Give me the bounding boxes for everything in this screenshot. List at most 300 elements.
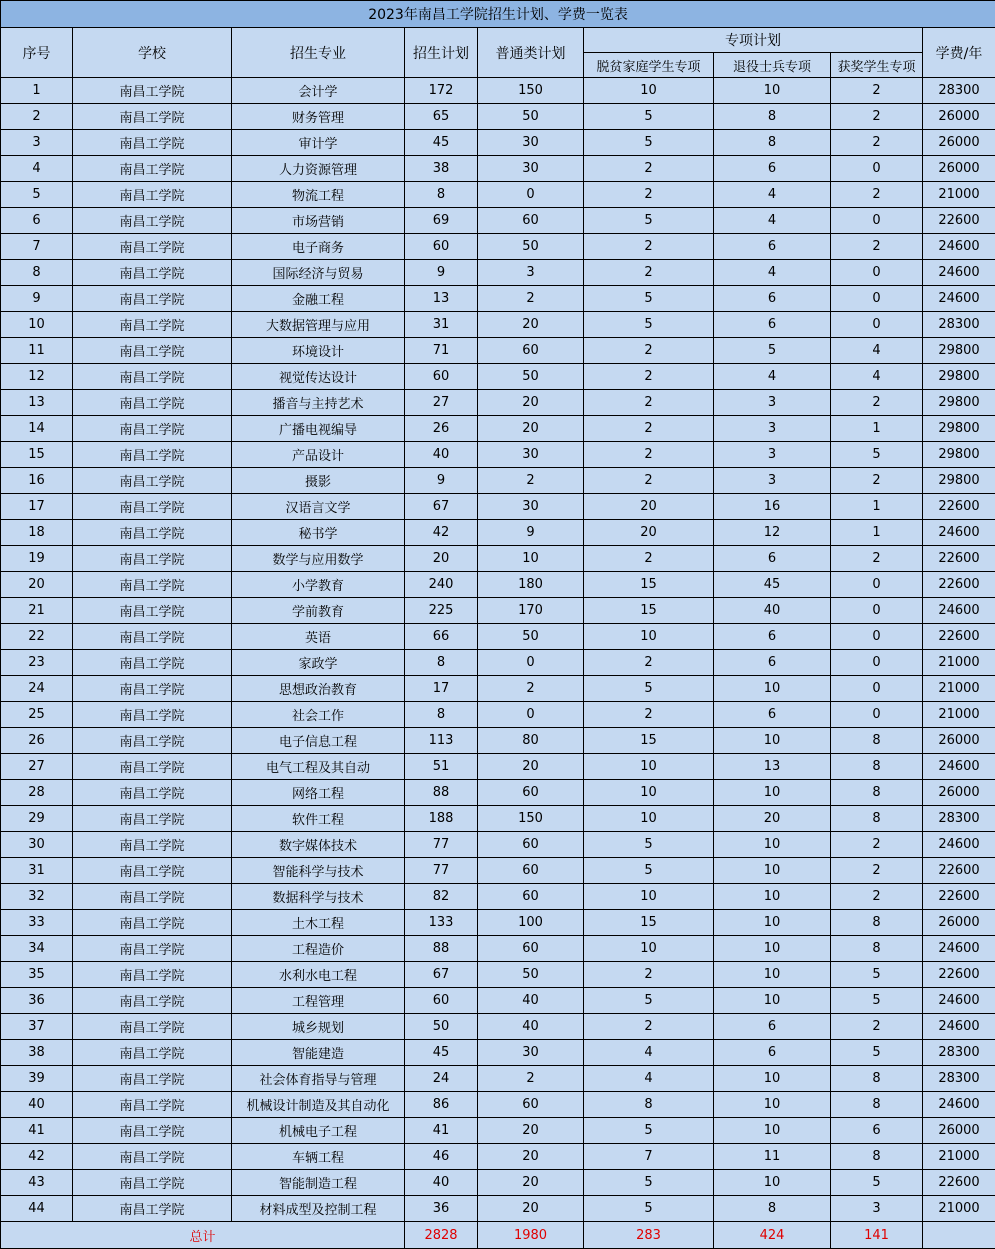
table-row — [1, 312, 995, 338]
cell-tuition: 29800 — [923, 468, 995, 494]
cell-plan: 67 — [405, 494, 478, 520]
cell-award: 1 — [831, 494, 923, 520]
cell-general: 60 — [478, 1092, 584, 1118]
cell-general: 150 — [478, 78, 584, 104]
cell-veteran: 10 — [714, 780, 831, 806]
table-row — [1, 962, 995, 988]
cell-veteran: 6 — [714, 1040, 831, 1066]
cell-school: 南昌工学院 — [73, 468, 232, 494]
cell-index: 10 — [1, 312, 73, 338]
cell-plan: 45 — [405, 130, 478, 156]
cell-award: 1 — [831, 416, 923, 442]
cell-poverty: 5 — [584, 832, 714, 858]
cell-award: 0 — [831, 702, 923, 728]
cell-major: 小学教育 — [232, 572, 405, 598]
cell-major: 数学与应用数学 — [232, 546, 405, 572]
cell-poverty: 5 — [584, 676, 714, 702]
cell-award: 2 — [831, 468, 923, 494]
cell-poverty: 5 — [584, 130, 714, 156]
cell-plan: 50 — [405, 1014, 478, 1040]
cell-veteran: 10 — [714, 1066, 831, 1092]
cell-award: 0 — [831, 650, 923, 676]
cell-poverty: 2 — [584, 468, 714, 494]
cell-veteran: 10 — [714, 832, 831, 858]
header-general: 普通类计划 — [478, 28, 584, 78]
table-row — [1, 182, 995, 208]
cell-tuition: 24600 — [923, 1092, 995, 1118]
cell-index: 1 — [1, 78, 73, 104]
cell-school: 南昌工学院 — [73, 182, 232, 208]
cell-school: 南昌工学院 — [73, 520, 232, 546]
cell-school: 南昌工学院 — [73, 104, 232, 130]
cell-general: 9 — [478, 520, 584, 546]
cell-veteran: 6 — [714, 234, 831, 260]
cell-poverty: 10 — [584, 936, 714, 962]
cell-veteran: 10 — [714, 1118, 831, 1144]
cell-school: 南昌工学院 — [73, 858, 232, 884]
cell-general: 60 — [478, 884, 584, 910]
table-row — [1, 728, 995, 754]
cell-plan: 77 — [405, 858, 478, 884]
cell-veteran: 10 — [714, 962, 831, 988]
table-row — [1, 338, 995, 364]
cell-tuition: 28300 — [923, 312, 995, 338]
cell-school: 南昌工学院 — [73, 832, 232, 858]
cell-index: 19 — [1, 546, 73, 572]
cell-poverty: 20 — [584, 494, 714, 520]
cell-general: 20 — [478, 1170, 584, 1196]
cell-veteran: 6 — [714, 702, 831, 728]
cell-index: 39 — [1, 1066, 73, 1092]
cell-major: 摄影 — [232, 468, 405, 494]
cell-major: 工程管理 — [232, 988, 405, 1014]
table-row — [1, 858, 995, 884]
cell-index: 34 — [1, 936, 73, 962]
cell-veteran: 3 — [714, 442, 831, 468]
cell-school: 南昌工学院 — [73, 884, 232, 910]
cell-plan: 88 — [405, 780, 478, 806]
cell-index: 7 — [1, 234, 73, 260]
cell-major: 金融工程 — [232, 286, 405, 312]
table-row — [1, 598, 995, 624]
cell-tuition: 21000 — [923, 650, 995, 676]
table-row — [1, 130, 995, 156]
cell-veteran: 10 — [714, 858, 831, 884]
cell-major: 车辆工程 — [232, 1144, 405, 1170]
table-row — [1, 572, 995, 598]
cell-plan: 71 — [405, 338, 478, 364]
cell-index: 3 — [1, 130, 73, 156]
cell-tuition: 24600 — [923, 988, 995, 1014]
cell-school: 南昌工学院 — [73, 156, 232, 182]
cell-general: 60 — [478, 208, 584, 234]
cell-major: 网络工程 — [232, 780, 405, 806]
cell-poverty: 10 — [584, 754, 714, 780]
cell-veteran: 4 — [714, 182, 831, 208]
cell-veteran: 3 — [714, 468, 831, 494]
cell-award: 8 — [831, 936, 923, 962]
table-row — [1, 832, 995, 858]
table-row — [1, 390, 995, 416]
total-poverty: 283 — [584, 1222, 714, 1249]
cell-school: 南昌工学院 — [73, 728, 232, 754]
cell-tuition: 24600 — [923, 754, 995, 780]
header-major: 招生专业 — [232, 28, 405, 78]
cell-veteran: 8 — [714, 130, 831, 156]
cell-plan: 41 — [405, 1118, 478, 1144]
table-row — [1, 988, 995, 1014]
cell-poverty: 2 — [584, 442, 714, 468]
cell-tuition: 26000 — [923, 910, 995, 936]
cell-tuition: 24600 — [923, 234, 995, 260]
cell-major: 土木工程 — [232, 910, 405, 936]
cell-school: 南昌工学院 — [73, 1014, 232, 1040]
cell-tuition: 24600 — [923, 1014, 995, 1040]
cell-plan: 113 — [405, 728, 478, 754]
cell-veteran: 8 — [714, 1196, 831, 1222]
cell-tuition: 21000 — [923, 1196, 995, 1222]
table-row — [1, 1040, 995, 1066]
cell-school: 南昌工学院 — [73, 1144, 232, 1170]
cell-plan: 27 — [405, 390, 478, 416]
cell-major: 国际经济与贸易 — [232, 260, 405, 286]
cell-award: 2 — [831, 1014, 923, 1040]
cell-award: 0 — [831, 624, 923, 650]
cell-major: 财务管理 — [232, 104, 405, 130]
cell-index: 31 — [1, 858, 73, 884]
cell-general: 0 — [478, 650, 584, 676]
cell-tuition: 28300 — [923, 1040, 995, 1066]
cell-tuition: 22600 — [923, 494, 995, 520]
cell-index: 12 — [1, 364, 73, 390]
cell-plan: 13 — [405, 286, 478, 312]
cell-plan: 8 — [405, 650, 478, 676]
cell-major: 审计学 — [232, 130, 405, 156]
cell-general: 0 — [478, 182, 584, 208]
cell-school: 南昌工学院 — [73, 312, 232, 338]
cell-index: 28 — [1, 780, 73, 806]
cell-plan: 82 — [405, 884, 478, 910]
cell-general: 3 — [478, 260, 584, 286]
cell-plan: 77 — [405, 832, 478, 858]
cell-general: 20 — [478, 1196, 584, 1222]
cell-award: 5 — [831, 988, 923, 1014]
cell-general: 30 — [478, 1040, 584, 1066]
cell-index: 15 — [1, 442, 73, 468]
cell-poverty: 2 — [584, 390, 714, 416]
cell-plan: 45 — [405, 1040, 478, 1066]
cell-major: 市场营销 — [232, 208, 405, 234]
cell-school: 南昌工学院 — [73, 754, 232, 780]
cell-plan: 42 — [405, 520, 478, 546]
cell-veteran: 6 — [714, 650, 831, 676]
cell-general: 30 — [478, 494, 584, 520]
table-row — [1, 78, 995, 104]
cell-plan: 86 — [405, 1092, 478, 1118]
cell-major: 电子商务 — [232, 234, 405, 260]
cell-poverty: 5 — [584, 312, 714, 338]
cell-index: 25 — [1, 702, 73, 728]
cell-tuition: 26000 — [923, 780, 995, 806]
cell-tuition: 26000 — [923, 104, 995, 130]
cell-school: 南昌工学院 — [73, 1118, 232, 1144]
table-row — [1, 520, 995, 546]
cell-school: 南昌工学院 — [73, 1092, 232, 1118]
cell-tuition: 24600 — [923, 286, 995, 312]
cell-general: 170 — [478, 598, 584, 624]
cell-tuition: 28300 — [923, 1066, 995, 1092]
cell-index: 6 — [1, 208, 73, 234]
cell-major: 水利水电工程 — [232, 962, 405, 988]
cell-school: 南昌工学院 — [73, 598, 232, 624]
cell-index: 2 — [1, 104, 73, 130]
cell-tuition: 24600 — [923, 598, 995, 624]
cell-school: 南昌工学院 — [73, 286, 232, 312]
cell-tuition: 29800 — [923, 416, 995, 442]
cell-poverty: 10 — [584, 884, 714, 910]
cell-poverty: 2 — [584, 416, 714, 442]
cell-tuition: 21000 — [923, 1144, 995, 1170]
cell-general: 80 — [478, 728, 584, 754]
cell-plan: 188 — [405, 806, 478, 832]
total-veteran: 424 — [714, 1222, 831, 1249]
cell-general: 2 — [478, 286, 584, 312]
cell-tuition: 29800 — [923, 390, 995, 416]
total-award: 141 — [831, 1222, 923, 1249]
cell-award: 1 — [831, 520, 923, 546]
header-tuition: 学费/年 — [923, 28, 995, 78]
table-row — [1, 1014, 995, 1040]
cell-general: 2 — [478, 676, 584, 702]
cell-award: 8 — [831, 1066, 923, 1092]
cell-major: 智能科学与技术 — [232, 858, 405, 884]
cell-major: 秘书学 — [232, 520, 405, 546]
header-plan: 招生计划 — [405, 28, 478, 78]
cell-award: 0 — [831, 260, 923, 286]
table-row — [1, 468, 995, 494]
cell-poverty: 2 — [584, 182, 714, 208]
cell-tuition: 22600 — [923, 884, 995, 910]
cell-veteran: 10 — [714, 936, 831, 962]
cell-tuition: 29800 — [923, 364, 995, 390]
cell-plan: 46 — [405, 1144, 478, 1170]
cell-major: 产品设计 — [232, 442, 405, 468]
cell-tuition: 22600 — [923, 546, 995, 572]
cell-major: 数字媒体技术 — [232, 832, 405, 858]
table-row — [1, 260, 995, 286]
cell-major: 社会工作 — [232, 702, 405, 728]
cell-general: 60 — [478, 832, 584, 858]
cell-major: 工程造价 — [232, 936, 405, 962]
cell-general: 10 — [478, 546, 584, 572]
cell-tuition: 21000 — [923, 702, 995, 728]
cell-award: 5 — [831, 962, 923, 988]
cell-award: 2 — [831, 884, 923, 910]
cell-school: 南昌工学院 — [73, 546, 232, 572]
cell-general: 60 — [478, 780, 584, 806]
cell-tuition: 29800 — [923, 338, 995, 364]
cell-award: 0 — [831, 572, 923, 598]
cell-major: 视觉传达设计 — [232, 364, 405, 390]
cell-poverty: 15 — [584, 598, 714, 624]
cell-award: 8 — [831, 754, 923, 780]
cell-award: 2 — [831, 234, 923, 260]
cell-general: 60 — [478, 858, 584, 884]
total-row — [1, 1222, 995, 1249]
cell-school: 南昌工学院 — [73, 650, 232, 676]
cell-school: 南昌工学院 — [73, 78, 232, 104]
cell-veteran: 45 — [714, 572, 831, 598]
cell-veteran: 11 — [714, 1144, 831, 1170]
cell-tuition: 24600 — [923, 936, 995, 962]
cell-veteran: 10 — [714, 1092, 831, 1118]
cell-veteran: 4 — [714, 260, 831, 286]
cell-plan: 8 — [405, 702, 478, 728]
cell-major: 汉语言文学 — [232, 494, 405, 520]
cell-tuition: 21000 — [923, 676, 995, 702]
table-row — [1, 442, 995, 468]
cell-veteran: 6 — [714, 156, 831, 182]
cell-award: 2 — [831, 104, 923, 130]
table-row — [1, 1144, 995, 1170]
cell-veteran: 10 — [714, 910, 831, 936]
cell-index: 23 — [1, 650, 73, 676]
cell-veteran: 5 — [714, 338, 831, 364]
cell-tuition: 28300 — [923, 78, 995, 104]
table-row — [1, 1092, 995, 1118]
table-row — [1, 494, 995, 520]
cell-poverty: 8 — [584, 1092, 714, 1118]
cell-general: 150 — [478, 806, 584, 832]
cell-school: 南昌工学院 — [73, 130, 232, 156]
cell-award: 2 — [831, 130, 923, 156]
cell-index: 13 — [1, 390, 73, 416]
table-row — [1, 936, 995, 962]
cell-index: 4 — [1, 156, 73, 182]
cell-index: 24 — [1, 676, 73, 702]
cell-school: 南昌工学院 — [73, 260, 232, 286]
cell-poverty: 5 — [584, 1170, 714, 1196]
cell-poverty: 5 — [584, 286, 714, 312]
cell-index: 18 — [1, 520, 73, 546]
table-row — [1, 364, 995, 390]
cell-major: 广播电视编导 — [232, 416, 405, 442]
cell-general: 20 — [478, 754, 584, 780]
table-row — [1, 910, 995, 936]
cell-veteran: 8 — [714, 104, 831, 130]
table-row — [1, 208, 995, 234]
cell-major: 思想政治教育 — [232, 676, 405, 702]
cell-general: 20 — [478, 1144, 584, 1170]
cell-poverty: 5 — [584, 1118, 714, 1144]
cell-plan: 60 — [405, 364, 478, 390]
cell-poverty: 20 — [584, 520, 714, 546]
cell-award: 8 — [831, 910, 923, 936]
cell-poverty: 2 — [584, 962, 714, 988]
cell-award: 0 — [831, 598, 923, 624]
cell-tuition: 26000 — [923, 156, 995, 182]
cell-school: 南昌工学院 — [73, 1066, 232, 1092]
cell-veteran: 4 — [714, 208, 831, 234]
cell-school: 南昌工学院 — [73, 1196, 232, 1222]
cell-veteran: 20 — [714, 806, 831, 832]
cell-poverty: 2 — [584, 338, 714, 364]
cell-poverty: 10 — [584, 806, 714, 832]
cell-general: 30 — [478, 156, 584, 182]
cell-general: 50 — [478, 234, 584, 260]
cell-poverty: 2 — [584, 702, 714, 728]
cell-tuition: 26000 — [923, 728, 995, 754]
table-row — [1, 884, 995, 910]
cell-tuition: 22600 — [923, 208, 995, 234]
cell-major: 机械设计制造及其自动化 — [232, 1092, 405, 1118]
cell-veteran: 16 — [714, 494, 831, 520]
header-index: 序号 — [1, 28, 73, 78]
cell-major: 材料成型及控制工程 — [232, 1196, 405, 1222]
cell-index: 38 — [1, 1040, 73, 1066]
cell-school: 南昌工学院 — [73, 936, 232, 962]
cell-veteran: 10 — [714, 1170, 831, 1196]
cell-award: 0 — [831, 156, 923, 182]
header-poverty: 脱贫家庭学生专项 — [584, 53, 714, 78]
cell-major: 智能建造 — [232, 1040, 405, 1066]
cell-major: 学前教育 — [232, 598, 405, 624]
cell-general: 30 — [478, 442, 584, 468]
total-general: 1980 — [478, 1222, 584, 1249]
cell-veteran: 13 — [714, 754, 831, 780]
title-row — [1, 1, 995, 28]
cell-general: 180 — [478, 572, 584, 598]
cell-award: 4 — [831, 338, 923, 364]
cell-plan: 66 — [405, 624, 478, 650]
cell-school: 南昌工学院 — [73, 1170, 232, 1196]
cell-general: 40 — [478, 1014, 584, 1040]
cell-index: 35 — [1, 962, 73, 988]
cell-plan: 51 — [405, 754, 478, 780]
cell-school: 南昌工学院 — [73, 390, 232, 416]
cell-award: 8 — [831, 728, 923, 754]
cell-school: 南昌工学院 — [73, 806, 232, 832]
cell-poverty: 2 — [584, 1014, 714, 1040]
cell-award: 8 — [831, 806, 923, 832]
cell-major: 物流工程 — [232, 182, 405, 208]
cell-poverty: 2 — [584, 260, 714, 286]
cell-index: 17 — [1, 494, 73, 520]
cell-general: 40 — [478, 988, 584, 1014]
cell-tuition: 22600 — [923, 1170, 995, 1196]
cell-major: 城乡规划 — [232, 1014, 405, 1040]
cell-award: 6 — [831, 1118, 923, 1144]
cell-general: 2 — [478, 1066, 584, 1092]
cell-index: 36 — [1, 988, 73, 1014]
cell-general: 20 — [478, 312, 584, 338]
cell-tuition: 24600 — [923, 520, 995, 546]
cell-veteran: 6 — [714, 286, 831, 312]
cell-school: 南昌工学院 — [73, 780, 232, 806]
total-label: 总计 — [1, 1222, 405, 1249]
table-row — [1, 1118, 995, 1144]
cell-plan: 24 — [405, 1066, 478, 1092]
cell-award: 4 — [831, 364, 923, 390]
table-row — [1, 156, 995, 182]
total-plan: 2828 — [405, 1222, 478, 1249]
cell-school: 南昌工学院 — [73, 988, 232, 1014]
cell-plan: 133 — [405, 910, 478, 936]
cell-plan: 38 — [405, 156, 478, 182]
cell-index: 9 — [1, 286, 73, 312]
cell-poverty: 5 — [584, 858, 714, 884]
cell-school: 南昌工学院 — [73, 364, 232, 390]
